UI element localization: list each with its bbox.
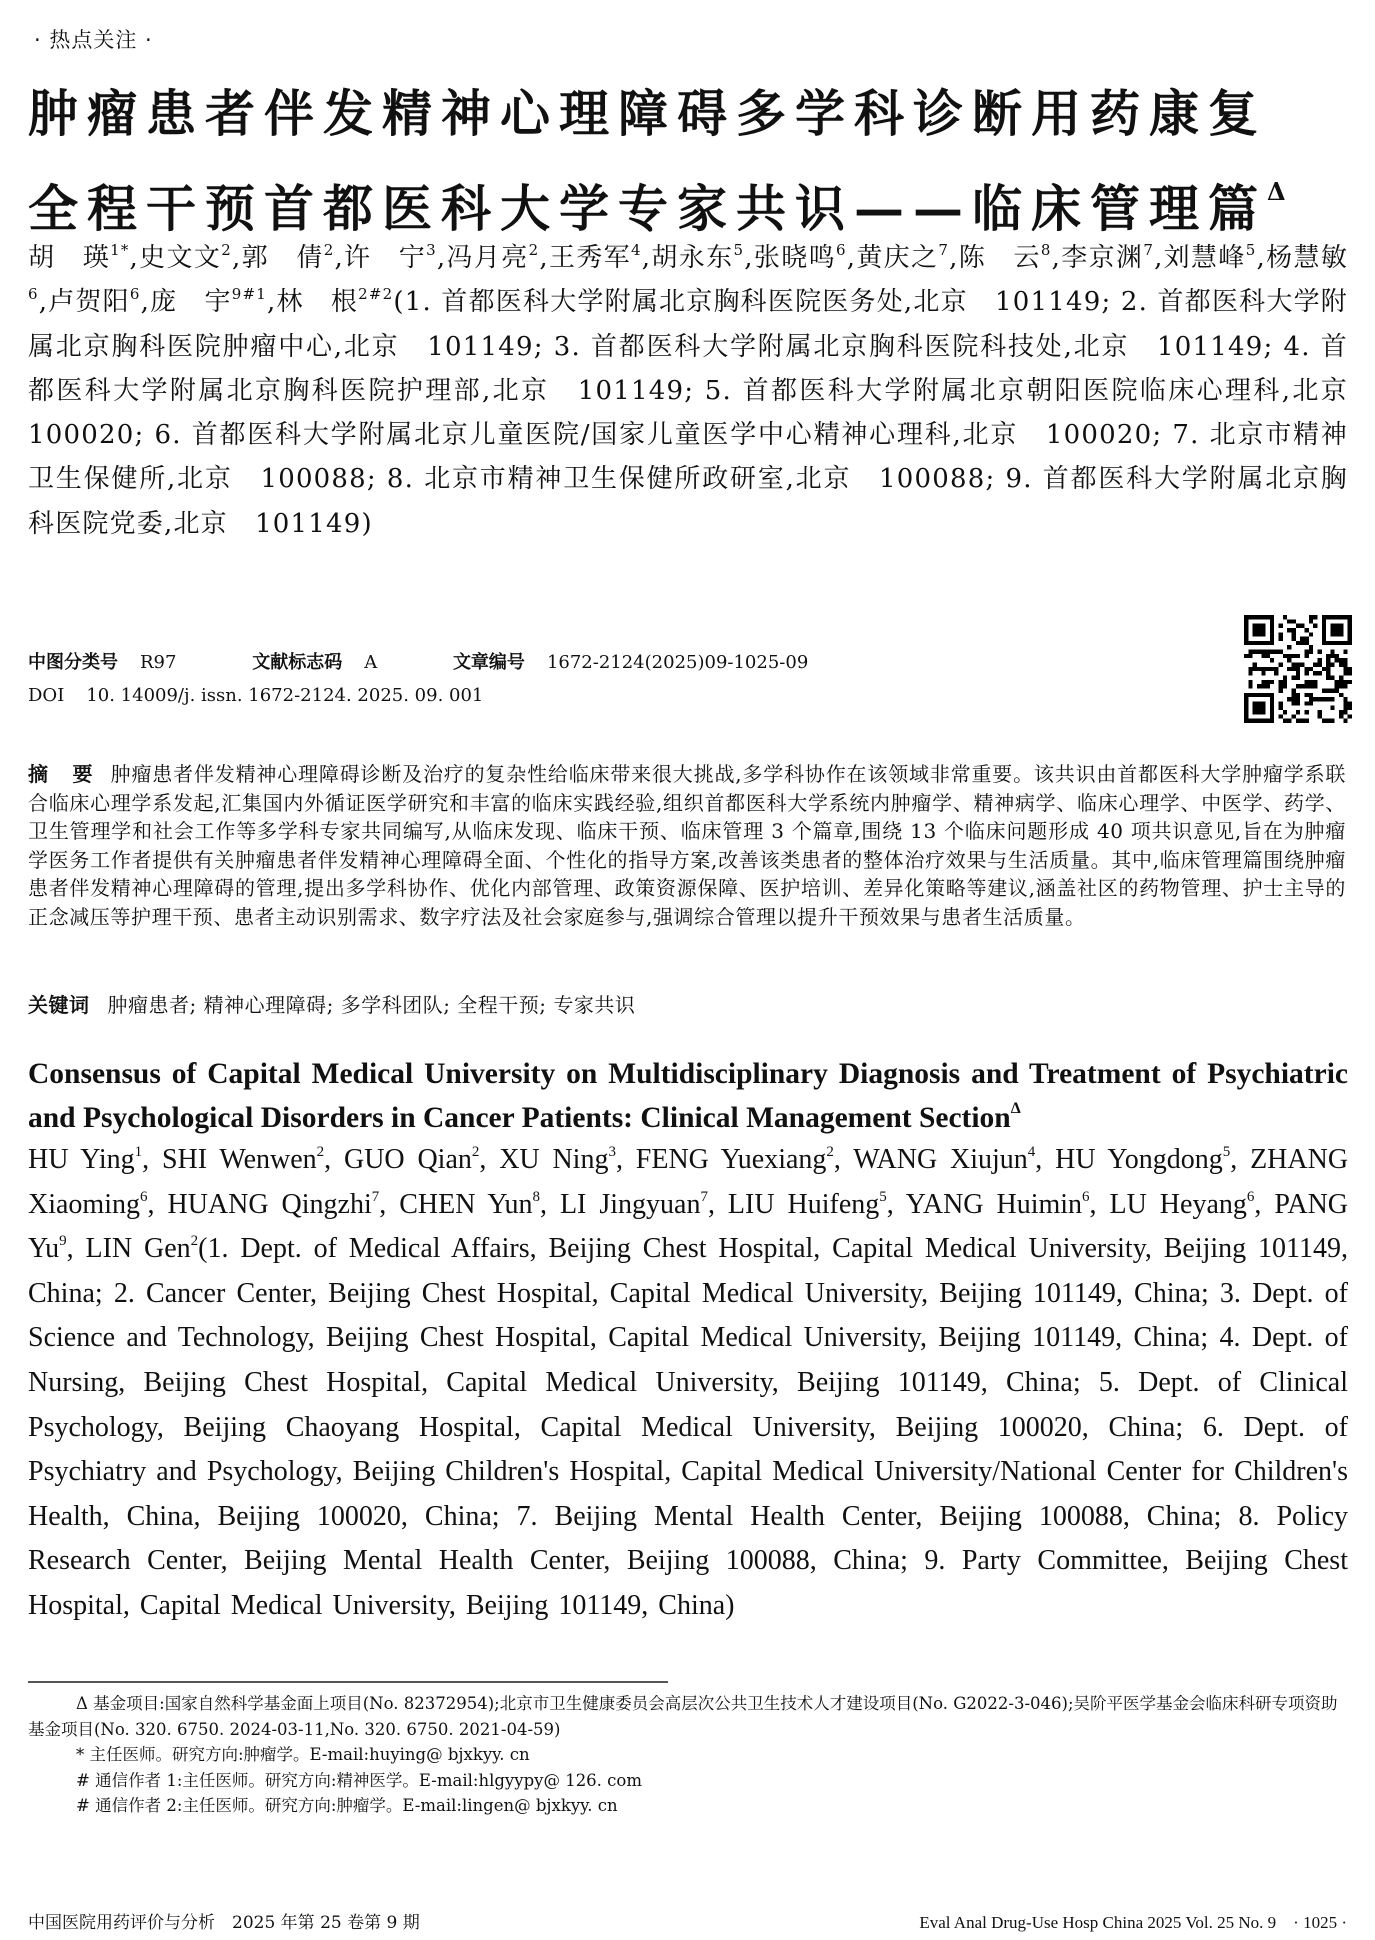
footnote-corresponding-1: # 通信作者 1:主任医师。研究方向:精神医学。E-mail:hlgyypy@ 126. com xyxy=(76,1770,642,1790)
title-cn-text-1: 肿瘤患者伴发精神心理障碍多学科诊断用药康复 xyxy=(28,84,1267,143)
author-affiliation-index: 7 xyxy=(938,241,950,259)
title-cn-line-1 xyxy=(28,82,1348,146)
author-affiliation-index: 8 xyxy=(532,1188,540,1205)
author-affiliation-index: 2 xyxy=(323,241,335,259)
keywords-label: 关键词 xyxy=(28,993,90,1017)
author-affiliation-index: 2 xyxy=(221,241,232,259)
author-name: XU Ning xyxy=(499,1144,609,1175)
author-name: LIU Huifeng xyxy=(727,1188,880,1220)
doc-code-label: 文献标志码 xyxy=(252,652,343,673)
author-name: 林 根 xyxy=(276,287,359,318)
author-affiliation-index: 8 xyxy=(1040,241,1052,259)
author-name: 李京渊 xyxy=(1061,243,1144,273)
author-affiliation-index: 7 xyxy=(371,1188,380,1205)
author-name: 史文文 xyxy=(139,243,222,273)
author-name: HU Yongdong xyxy=(1055,1144,1223,1175)
authors-cn-block xyxy=(28,236,1375,546)
footer-journal-cn: 中国医院用药评价与分析 2025 年第 25 卷第 9 期 xyxy=(28,1913,420,1933)
title-cn-line-2 xyxy=(28,160,1348,241)
affiliations-en: (1. Dept. of Medical Affairs, Beijing Chest Hospital, Capital Medical University, Beijing 101149, China; 2. Cancer Center, Beijing Chest Hospital, Capital Medical University, Beijing 101149, China; 3. Dept. of Science and Technology, Beijing Chest Hospital, Capital Medical University, Beijing 101149, China; 4. Dept. of Nursing, Beijing Chest Hospital, Capital Medical University, Beijing 101149, China; 5. Dept. of Clinical Psychology, Beijing Chaoyang Hospital, Capital Medical University, Beijing 100020, China; 6. Dept. of Psychiatry and Psychology, Beijing Children's Hospital, Capital Medical University/National Center for Children's Health, China, Beijing 100020, China; 7. Beijing Mental Health Center, Beijing 100088, China; 8. Policy Research Center, Beijing Mental Health Center, Beijing 100088, China; 9. Party Committee, Beijing Chest Hospital, Capital Medical University, Beijing 101149, China) xyxy=(28,1233,1349,1621)
affiliations-cn: (1. 首都医科大学附属北京胸科医院医务处,北京 101149; 2. 首都医科大学附属北京胸科医院肿瘤中心,北京 101149; 3. 首都医科大学附属北京胸科医院科技处,北京 101149; 4. 首都医科大学附属北京胸科医院护理部,北京 101149; 5. 首都医科大学附属北京朝阳医院临床心理科,北京 100020; 6. 首都医科大学附属北京儿童医院/国家儿童医学中心精神心理科,北京 100020; 7. 北京市精神卫生保健所,北京 100088; 8. 北京市精神卫生保健所政研室,北京 100088; 9. 首都医科大学附属北京胸科医院党委,北京 101149) xyxy=(28,287,1375,539)
doi-label: DOI xyxy=(28,685,65,706)
author-name: PANG Yu xyxy=(28,1188,1349,1265)
author-affiliation-index: 4 xyxy=(1027,1144,1036,1160)
footnotes xyxy=(28,1691,1348,1819)
footer-journal-en: Eval Anal Drug-Use Hosp China 2025 Vol. 25 No. 9 · 1025 · xyxy=(919,1913,1347,1932)
author-affiliation-index: 2#2 xyxy=(358,285,394,304)
abstract-label: 摘 要 xyxy=(28,762,95,786)
author-affiliation-index: 6 xyxy=(1082,1188,1090,1205)
author-affiliation-index: 7 xyxy=(700,1188,708,1205)
abstract-text: 肿瘤患者伴发精神心理障碍诊断及治疗的复杂性给临床带来很大挑战,多学科协作在该领域非常重要。该共识由首都医科大学肿瘤学系联合临床心理学系发起,汇集国内外循证医学研究和丰富的临床实践经验,组织首都医科大学系统内肿瘤学、精神病学、临床心理学、中医学、药学、卫生管理学和社会工作等多学科专家共同编写,从临床发现、临床干预、临床管理 3 个篇章,围绕 13 个临床问题形成 40 项共识意见,旨在为肿瘤学医务工作者提供有关肿瘤患者伴发精神心理障碍全面、个性化的指导方案,改善该类患者的整体治疗效果与生活质量。其中,临床管理篇围绕肿瘤患者伴发精神心理障碍的管理,提出多学科协作、优化内部管理、政策资源保障、医护培训、差异化策略等建议,涵盖社区的药物管理、护士主导的正念减压等护理干预、患者主动识别需求、数字疗法及社会家庭参与,强调综合管理以提升干预效果与患者生活质量。 xyxy=(28,762,1347,929)
author-name: 胡永东 xyxy=(651,243,734,273)
author-affiliation-index: 2 xyxy=(316,1144,325,1160)
author-name: HU Ying xyxy=(28,1144,135,1175)
author-affiliation-index: 5 xyxy=(1245,241,1257,259)
author-affiliation-index: 1 xyxy=(134,1144,143,1160)
author-name: CHEN Yun xyxy=(399,1188,533,1220)
author-affiliation-index: 2 xyxy=(826,1144,834,1160)
author-affiliation-index: 7 xyxy=(1143,241,1155,259)
author-name: WANG Xiujun xyxy=(853,1144,1028,1175)
footnote-divider xyxy=(28,1681,668,1683)
article-meta-row xyxy=(28,648,878,674)
author-affiliation-index: 2 xyxy=(190,1233,199,1250)
article-no-value: 1672-2124(2025)09-1025-09 xyxy=(546,652,809,673)
author-name: SHI Wenwen xyxy=(161,1144,317,1175)
author-affiliation-index: 6 xyxy=(835,241,847,259)
author-name: LI Jingyuan xyxy=(559,1188,701,1220)
author-name: LIN Gen xyxy=(85,1233,191,1265)
author-affiliation-index: 9#1 xyxy=(231,285,267,304)
title-en-text: Consensus of Capital Medical University on Multidisciplinary Diagnosis and Treatment of Psychiatric and Psychological Disorders in Cancer Patients: Clinical Management Section xyxy=(28,1058,1348,1134)
author-name: 王秀军 xyxy=(548,243,632,273)
author-name: 杨慧敏 xyxy=(1265,243,1349,273)
title-cn-text-2: 全程干预首都医科大学专家共识——临床管理篇 xyxy=(28,179,1267,238)
author-affiliation-index: 2 xyxy=(528,241,540,259)
article-no-label: 文章编号 xyxy=(452,652,525,673)
authors-en-list: HU Ying$^1$, SHI Wenwen$^2$, GUO Qian$^2$, XU Ning$^3$, FENG Yuexiang$^2$, WANG Xiujun$^4$, HU Yongdong$^5$, ZHANG Xiaoming$^6$, HUANG Qingzhi$^7$, CHEN Yun$^8$, LI Jingyuan$^7$, LIU Huifeng$^5$, YANG Huimin$^6$, LU Heyang$^6$, PANG Yu$^9$, LIN Gen$^2$ xyxy=(28,1144,1349,1265)
author-name: 许 宁 xyxy=(343,243,427,273)
author-affiliation-index: 6 xyxy=(28,285,39,304)
abstract xyxy=(28,760,1346,932)
author-affiliation-index: 5 xyxy=(879,1188,887,1205)
author-affiliation-index: 6 xyxy=(1246,1188,1255,1205)
author-name: 陈 云 xyxy=(958,243,1041,273)
author-name: HUANG Qingzhi xyxy=(167,1188,372,1220)
footnote-first-author: * 主任医师。研究方向:肿瘤学。E-mail:huying@ bjxkyy. cn xyxy=(76,1745,530,1764)
author-affiliation-index: 1* xyxy=(110,241,130,259)
author-name: 冯月亮 xyxy=(446,243,529,273)
author-name: 庞 宇 xyxy=(150,287,232,318)
doc-code-value: A xyxy=(364,652,378,673)
author-affiliation-index: 3 xyxy=(426,241,437,259)
author-name: ZHANG Xiaoming xyxy=(28,1144,1349,1220)
author-name: 刘慧峰 xyxy=(1163,243,1246,273)
doi-row xyxy=(28,685,483,706)
author-name: 郭 倩 xyxy=(241,243,324,273)
author-name: 黄庆之 xyxy=(856,243,939,273)
keywords-text: 肿瘤患者; 精神心理障碍; 多学科团队; 全程干预; 专家共识 xyxy=(107,993,636,1017)
author-affiliation-index: 9 xyxy=(59,1233,67,1250)
funding-mark: Δ xyxy=(1267,177,1286,206)
footnote-corresponding-2: # 通信作者 2:主任医师。研究方向:肿瘤学。E-mail:lingen@ bjxkyy. cn xyxy=(76,1796,618,1815)
author-affiliation-index: 2 xyxy=(471,1144,480,1160)
author-name: LU Heyang xyxy=(1109,1188,1247,1220)
footnote-funding: Δ 基金项目:国家自然科学基金面上项目(No. 82372954);北京市卫生健康委员会高层次公共卫生技术人才建设项目(No. G2022-3-046);吴阶平医学基金会临床科研专项资助基金项目(No. 320. 6750. 2024-03-11,No. 320. 6750. 2021-04-59) xyxy=(28,1694,1338,1739)
title-en xyxy=(28,1052,1348,1140)
author-name: YANG Huimin xyxy=(905,1188,1083,1220)
funding-mark-en: Δ xyxy=(1010,1100,1021,1117)
author-affiliation-index: 3 xyxy=(608,1144,616,1160)
author-name: FENG Yuexiang xyxy=(635,1144,827,1175)
clc-value: R97 xyxy=(140,652,177,673)
authors-cn-list: 胡 瑛$^{1*}$,史文文$^2$,郭 倩$^2$,许 宁$^3$,冯月亮$^2$,王秀军$^4$,胡永东$^5$,张晓鸣$^6$,黄庆之$^7$,陈 云$^8$,李京渊$^7$,刘慧峰$^5$,杨慧敏$^6$,卢贺阳$^6$,庞 宇$^{9\#1}$,林 根$^{2\#2}$ xyxy=(28,241,1349,318)
keywords xyxy=(28,989,635,1018)
author-affiliation-index: 6 xyxy=(140,1188,148,1205)
author-affiliation-index: 5 xyxy=(1222,1144,1231,1160)
author-name: 卢贺阳 xyxy=(48,287,130,318)
author-affiliation-index: 4 xyxy=(631,241,642,259)
clc-label: 中图分类号 xyxy=(28,652,118,673)
author-name: 胡 瑛 xyxy=(28,243,111,273)
authors-en-block xyxy=(28,1138,1348,1629)
author-affiliation-index: 6 xyxy=(129,285,141,304)
column-tag: · 热点关注 · xyxy=(34,28,153,52)
author-name: GUO Qian xyxy=(343,1144,472,1175)
author-affiliation-index: 5 xyxy=(733,241,745,259)
doi-value[interactable]: 10. 14009/j. issn. 1672-2124. 2025. 09. 001 xyxy=(86,685,484,706)
author-name: 张晓鸣 xyxy=(753,243,836,273)
qr-code-icon[interactable] xyxy=(1244,615,1352,723)
